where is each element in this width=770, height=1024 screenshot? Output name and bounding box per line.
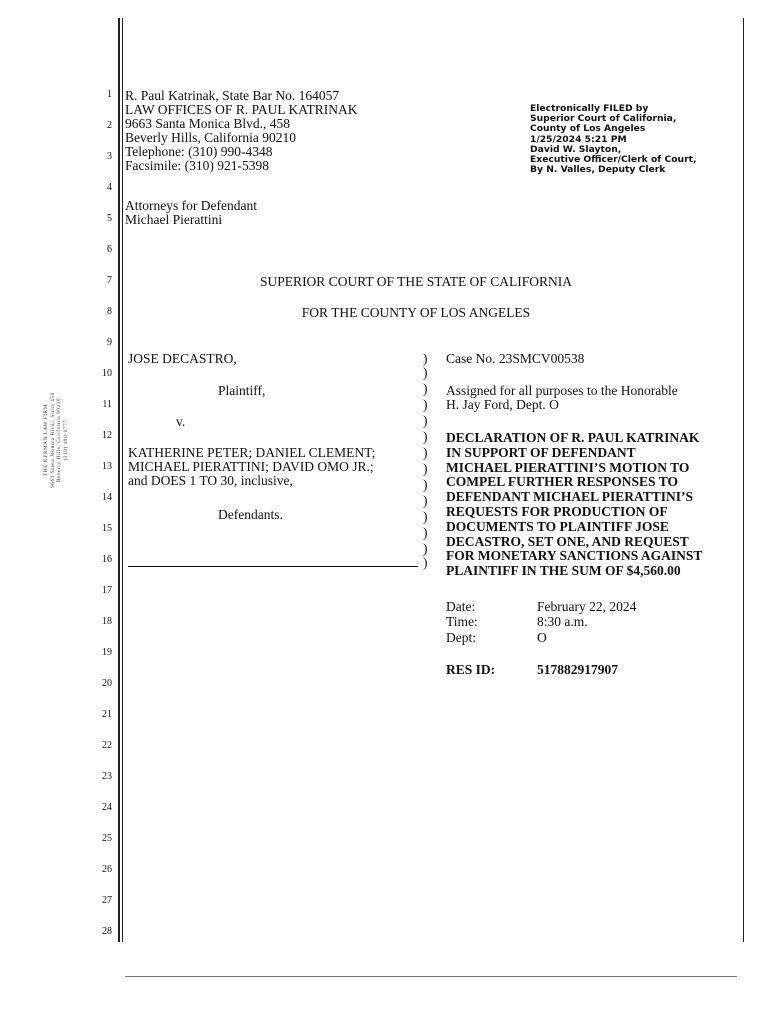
line-number: 3 <box>107 151 112 162</box>
line-number: 5 <box>107 213 112 224</box>
caption-paren: ) <box>423 365 428 380</box>
caption-underline <box>128 566 418 567</box>
line-number: 23 <box>102 771 112 782</box>
line-number: 17 <box>102 585 112 596</box>
caption-paren: ) <box>423 493 428 508</box>
line-number: 1 <box>107 89 112 100</box>
declaration-title-line: COMPEL FURTHER RESPONSES TO <box>446 474 678 490</box>
hearing-date-label: Date: <box>446 599 476 614</box>
left-margin-rule-inner <box>122 18 123 942</box>
defendants-block <box>128 446 375 488</box>
line-number: 22 <box>102 740 112 751</box>
line-number: 2 <box>107 120 112 131</box>
caption-paren: ) <box>423 397 428 412</box>
declaration-title-line: PLAINTIFF IN THE SUM OF $4,560.00 <box>446 563 681 579</box>
line-number: 24 <box>102 802 112 813</box>
attorney-line: LAW OFFICES OF R. PAUL KATRINAK <box>125 102 358 117</box>
line-number: 8 <box>107 306 112 317</box>
line-number: 12 <box>102 430 112 441</box>
declaration-title-line: IN SUPPORT OF DEFENDANT <box>446 444 636 460</box>
line-number: 28 <box>102 926 112 937</box>
filing-stamp <box>530 104 696 175</box>
hearing-date-value: February 22, 2024 <box>537 599 637 614</box>
line-number: 27 <box>102 895 112 906</box>
declaration-title-line: DECLARATION OF R. PAUL KATRINAK <box>446 430 700 445</box>
defendant-line: MICHAEL PIERATTINI; DAVID OMO JR.; <box>128 459 374 474</box>
line-number: 21 <box>102 709 112 720</box>
line-number: 11 <box>102 399 112 410</box>
stamp-line: Superior Court of California, <box>530 113 677 125</box>
line-number: 16 <box>102 554 112 565</box>
hearing-time-value: 8:30 a.m. <box>537 614 588 629</box>
stamp-line: 1/25/2024 5:21 PM <box>530 133 627 145</box>
court-name: SUPERIOR COURT OF THE STATE OF CALIFORNIA <box>260 274 572 289</box>
line-number: 25 <box>102 833 112 844</box>
caption-paren: ) <box>423 461 428 476</box>
line-number: 6 <box>107 244 112 255</box>
side-text-line: 9663 Santa Monica Blvd., Suite 450 <box>49 392 56 488</box>
stamp-line: Electronically FILED by <box>530 103 649 114</box>
defendant-role: Defendants. <box>218 507 283 522</box>
plaintiff-name: JOSE DECASTRO, <box>128 351 237 366</box>
side-firm-text <box>43 392 69 488</box>
caption-paren: ) <box>423 477 428 492</box>
line-number: 20 <box>102 678 112 689</box>
left-margin-rule-outer <box>118 18 120 942</box>
hearing-time-label: Time: <box>446 614 478 629</box>
caption-paren: ) <box>423 525 428 540</box>
caption-paren: ) <box>423 413 428 428</box>
declaration-title-line: MICHAEL PIERATTINI’S MOTION TO <box>446 459 690 475</box>
court-county: FOR THE COUNTY OF LOS ANGELES <box>301 305 531 320</box>
assignment-block <box>446 384 678 412</box>
attorneys-for-line: Attorneys for Defendant <box>125 198 257 213</box>
line-number: 13 <box>102 461 112 472</box>
attorneys-for-line: Michael Pierattini <box>125 212 223 227</box>
defendant-line: and DOES 1 TO 30, inclusive, <box>128 473 293 488</box>
caption-paren: ) <box>423 381 428 396</box>
line-number: 18 <box>102 616 112 627</box>
attorney-line: Facsimile: (310) 921-5398 <box>125 158 269 173</box>
declaration-title-line: REQUESTS FOR PRODUCTION OF <box>446 503 668 519</box>
stamp-line: By N. Valles, Deputy Clerk <box>530 164 666 176</box>
line-number: 7 <box>107 275 112 286</box>
caption-paren: ) <box>423 429 428 444</box>
side-text-line: Beverly Hills, California 90210 <box>56 397 62 483</box>
line-number: 4 <box>107 182 112 193</box>
attorneys-for-block <box>125 199 257 227</box>
line-number: 14 <box>102 492 112 503</box>
footer-rule <box>125 976 737 977</box>
line-number: 9 <box>107 337 112 348</box>
hearing-dept-label: Dept: <box>446 630 476 645</box>
declaration-title-line: DEFENDANT MICHAEL PIERATTINI’S <box>446 489 694 505</box>
attorney-line: Telephone: (310) 990-4348 <box>125 144 273 159</box>
attorney-line: Beverly Hills, California 90210 <box>125 130 296 145</box>
caption-paren: ) <box>423 555 428 570</box>
res-id-label: RES ID: <box>446 662 496 677</box>
hearing-dept-value: O <box>537 630 547 645</box>
attorney-line: 9663 Santa Monica Blvd., 458 <box>125 116 290 131</box>
side-text-line: (310) 490-0777 <box>62 419 69 461</box>
line-number: 19 <box>102 647 112 658</box>
stamp-line: David W. Slayton, <box>530 143 622 155</box>
caption-paren: ) <box>423 445 428 460</box>
declaration-title-line: DOCUMENTS TO PLAINTIFF JOSE <box>446 518 669 534</box>
defendant-line: KATHERINE PETER; DANIEL CLEMENT; <box>128 445 376 460</box>
versus: v. <box>176 414 186 429</box>
declaration-title-line: DECASTRO, SET ONE, AND REQUEST <box>446 533 689 549</box>
attorney-line: R. Paul Katrinak, State Bar No. 164057 <box>125 88 340 103</box>
caption-paren: ) <box>423 351 428 366</box>
assignment-line: Assigned for all purposes to the Honorable <box>446 383 678 398</box>
side-text-line: THE KERMAN LAW FIRM <box>43 404 49 476</box>
line-number: 15 <box>102 523 112 534</box>
attorney-block <box>125 89 357 173</box>
right-margin-rule <box>743 18 744 942</box>
case-number: Case No. 23SMCV00538 <box>446 351 585 366</box>
caption-paren: ) <box>423 509 428 524</box>
caption-paren: ) <box>423 541 428 556</box>
stamp-line: Executive Officer/Clerk of Court, <box>530 154 697 166</box>
assignment-line: H. Jay Ford, Dept. O <box>446 397 559 412</box>
line-number: 26 <box>102 864 112 875</box>
res-id-value: 517882917907 <box>537 662 618 677</box>
line-number: 10 <box>102 368 112 379</box>
declaration-title-line: FOR MONETARY SANCTIONS AGAINST <box>446 548 703 564</box>
declaration-title <box>446 431 741 579</box>
plaintiff-role: Plaintiff, <box>218 383 266 398</box>
stamp-line: County of Los Angeles <box>530 123 646 135</box>
